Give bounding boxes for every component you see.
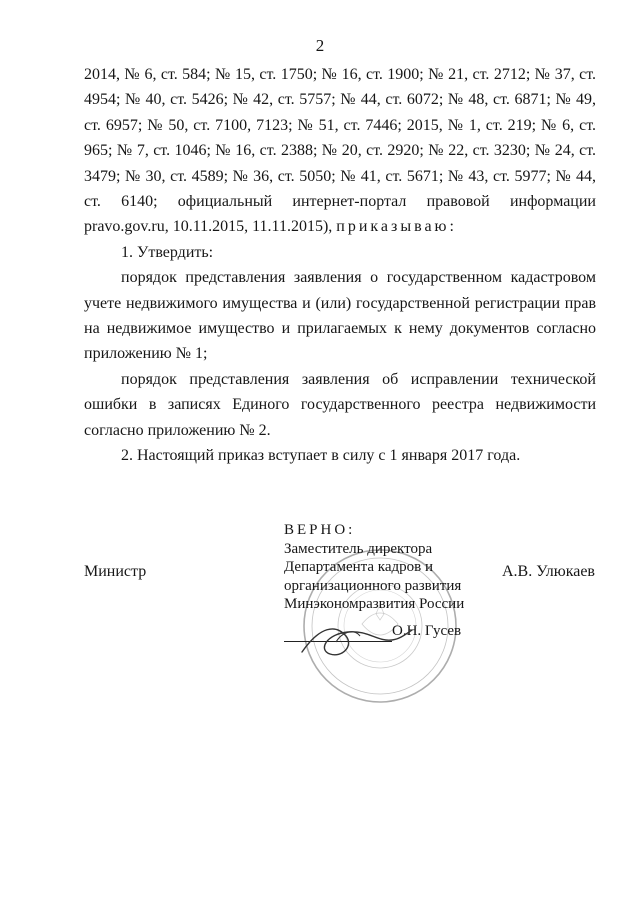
item-1-subitem-1: порядок представления заявления о государственном кадастровом учете недвижимого имущества и (или) государственной регистрации прав на недвижимое имущество и прилагаемых к нему документов согласно приложению № 1; [84,269,596,363]
order-word: приказываю: [336,218,457,236]
certifier-position-line-4: Минэкономразвития России [284,596,465,612]
certifier-position-line-3: организационного развития [284,577,462,594]
item-2: 2. Настоящий приказ вступает в силу с 1 января 2017 года. [121,447,521,465]
citation-text: 2014, № 6, ст. 584; № 15, ст. 1750; № 16, ст. 1900; № 21, ст. 2712; № 37, ст. 4954; № 40, ст. 5426; № 42, ст. 5757; № 44, ст. 6072; № 48, ст. 6871; № 49, ст. 6957; № 50, ст. 7100, 7123; № 51, ст. 7446; 2015, № 1, ст. 219; № 6, ст. 965; № 7, ст. 1046; № 16, ст. 2388; № 20, ст. 2920; № 22, ст. 3230; № 24, ст. 3479; № 30, ст. 4589; № 36, ст. 5050; № 41, ст. 5671; № 43, ст. 5977; № 44, ст. 6140; официальный интернет-портал правовой информации pravo.gov.ru, 10.11.2015, 11.11.2015), [84,66,596,236]
minister-label: Министр [84,563,147,580]
item-1: 1. Утвердить: [121,243,214,261]
certification-verno: ВЕРНО: [284,522,356,538]
certifier-position-line-2: Департамента кадров и [284,559,433,575]
certifier-position-line-1: Заместитель директора [284,540,433,557]
item-1-subitem-2: порядок представления заявления об исправлении технической ошибки в записях Единого государственного реестра недвижимости согласно приложению № 2. [84,370,596,439]
minister-name: А.В. Улюкаев [502,563,595,580]
document-body [84,62,596,469]
certifier-name: О.Н. Гусев [392,623,462,639]
handwritten-signature [296,612,416,672]
certification-block [284,521,464,614]
page-number: 2 [315,36,325,55]
citation-paragraph [84,62,596,240]
